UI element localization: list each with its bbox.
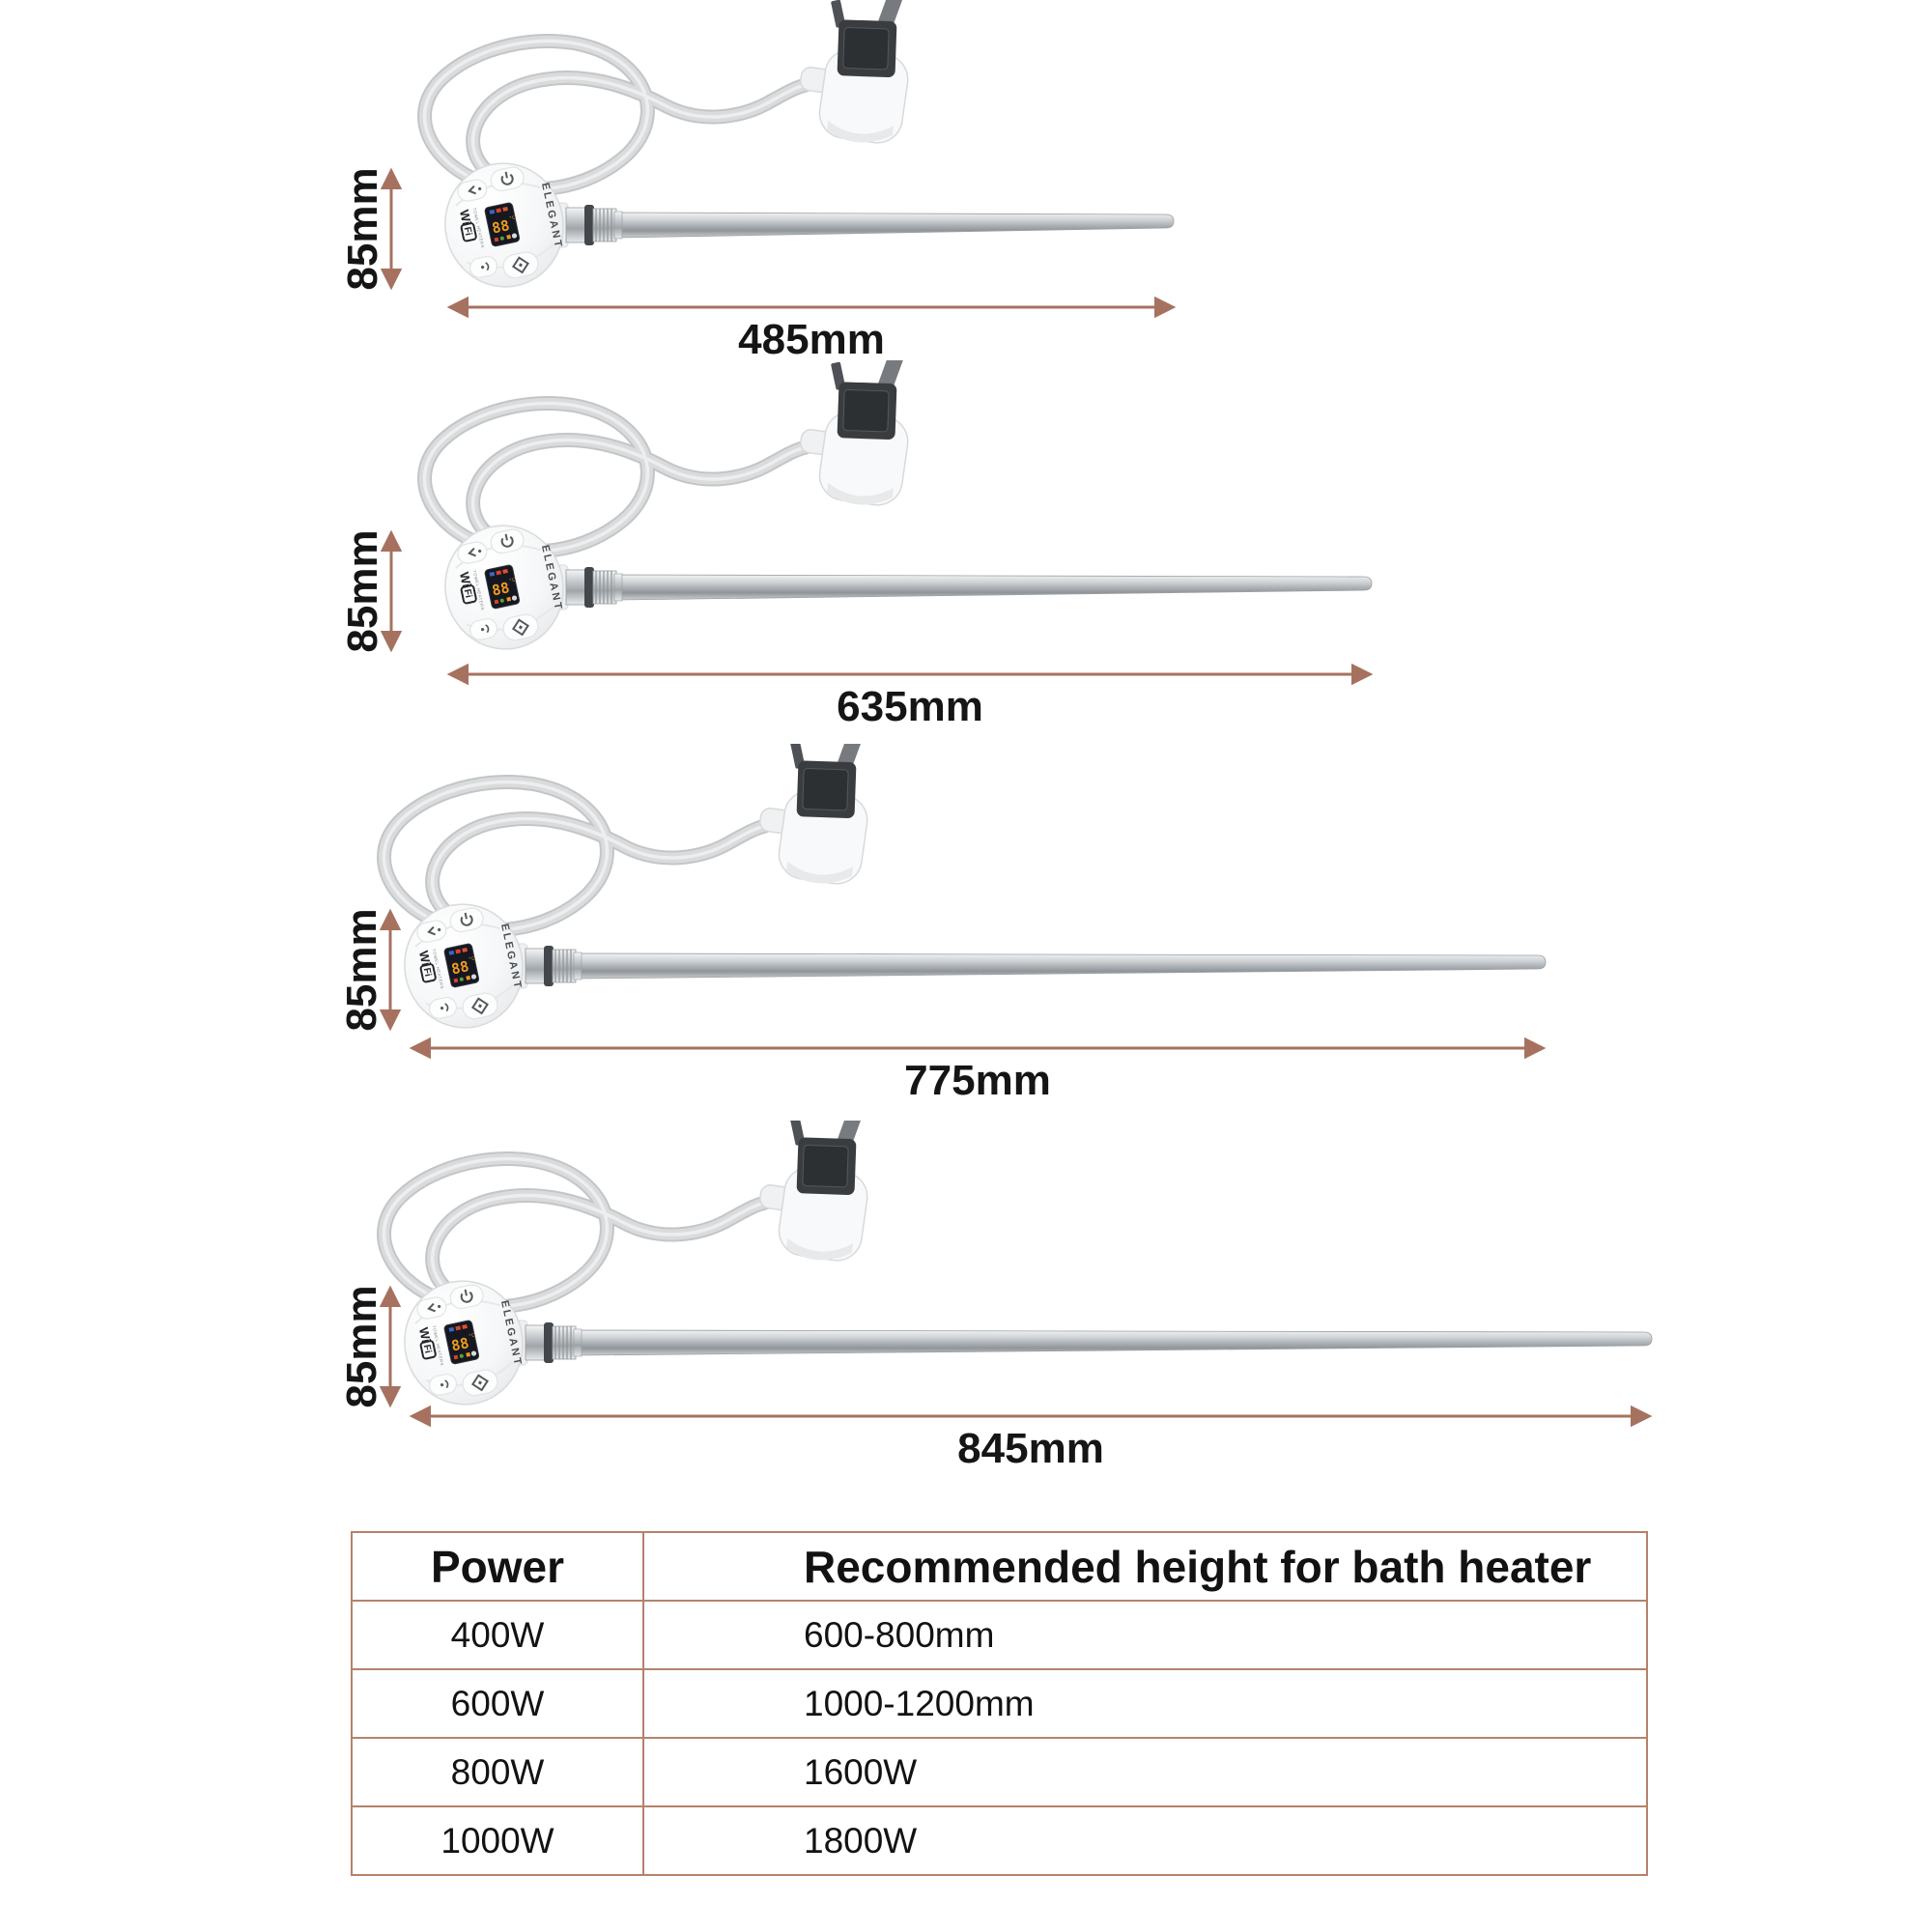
power-height-table: [351, 1531, 1648, 1876]
length-dimension-label: 775mm: [904, 1057, 1051, 1104]
height-value: 1600W: [643, 1738, 1647, 1806]
table-row: [352, 1738, 1647, 1806]
table-header-row: [352, 1532, 1647, 1601]
heater-variant-635mm: [0, 360, 1932, 747]
heater-variant-845mm: [0, 1121, 1932, 1507]
power-value: 600W: [352, 1669, 643, 1738]
height-dimension-label: 85mm: [338, 908, 385, 1032]
heater-variant-775mm: [0, 744, 1932, 1130]
power-value: 800W: [352, 1738, 643, 1806]
power-cable: [384, 744, 880, 929]
length-dimension-label: 635mm: [837, 683, 983, 730]
table-header-height: Recommended height for bath heater: [643, 1532, 1647, 1601]
heating-rod: [618, 213, 1174, 238]
height-dimension-label: 85mm: [338, 1285, 385, 1408]
dimensions: [338, 1285, 1649, 1472]
length-dimension-label: 485mm: [738, 316, 885, 363]
height-value: 1000-1200mm: [643, 1669, 1647, 1738]
height-dimension-label: 85mm: [339, 529, 386, 653]
power-value: 1000W: [352, 1806, 643, 1875]
height-value: 600-800mm: [643, 1601, 1647, 1669]
power-cable: [425, 360, 921, 551]
table-row: [352, 1806, 1647, 1875]
heating-rod: [578, 953, 1546, 979]
table-row: [352, 1601, 1647, 1669]
heater-variant-485mm: [0, 0, 1932, 386]
heating-rod: [578, 1330, 1652, 1355]
height-dimension-label: 85mm: [339, 167, 386, 291]
table-row: [352, 1669, 1647, 1738]
dimensions: [338, 908, 1543, 1104]
power-cable: [425, 0, 921, 188]
power-value: 400W: [352, 1601, 643, 1669]
power-cable: [384, 1121, 880, 1306]
length-dimension-label: 845mm: [957, 1425, 1104, 1472]
heating-rod: [618, 575, 1372, 600]
table-header-power: Power: [352, 1532, 643, 1601]
height-value: 1800W: [643, 1806, 1647, 1875]
